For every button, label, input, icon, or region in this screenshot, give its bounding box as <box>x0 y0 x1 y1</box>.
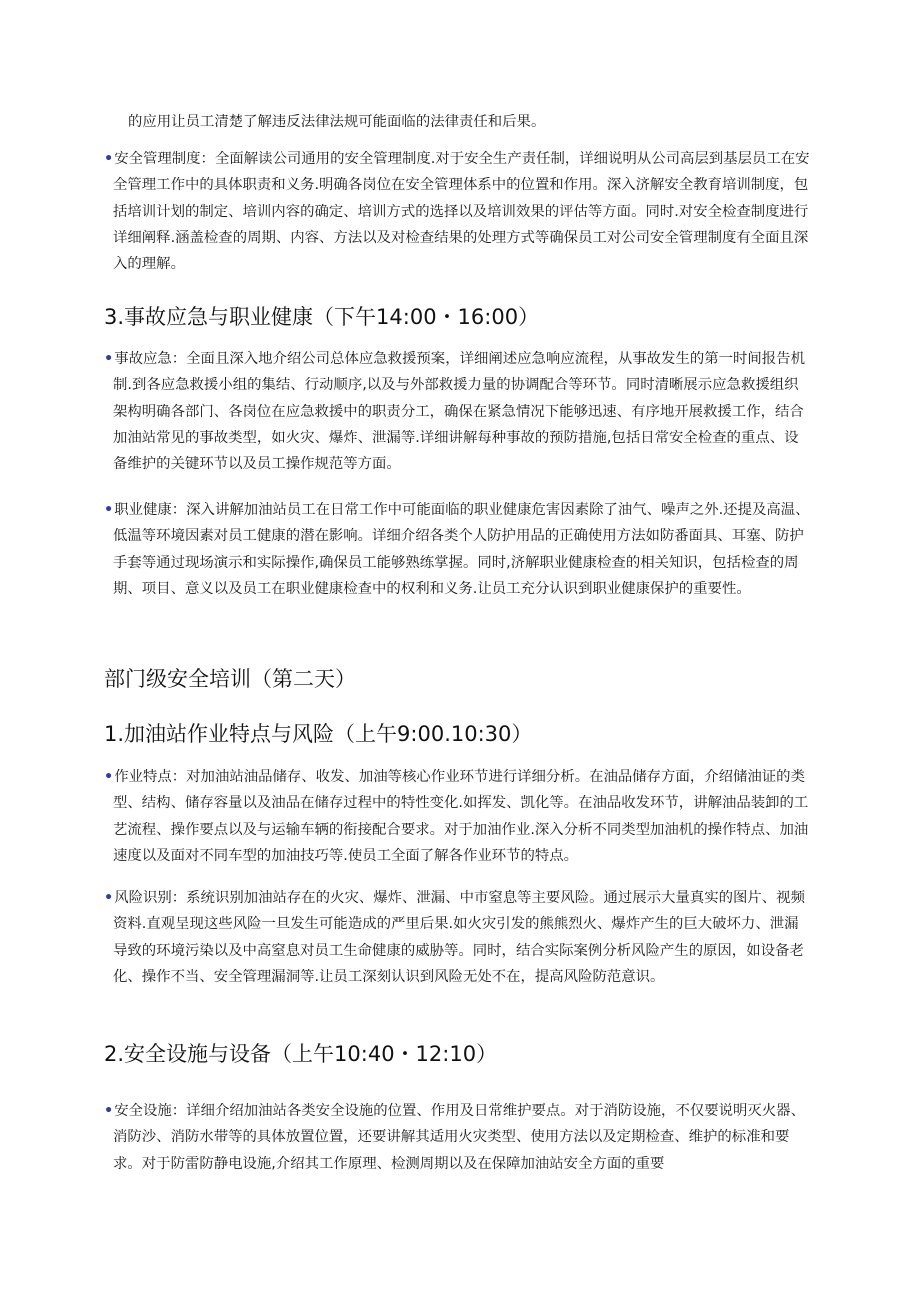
bullet-icon: • <box>104 890 114 906</box>
section-heading-3: 3.事故应急与职业健康（下午14:00・16:00） <box>104 305 540 329</box>
bullet-icon: • <box>104 151 114 167</box>
risk-identification-paragraph: •风险识别：系统识别加油站存在的火灾、爆炸、泄漏、中市窒息等主要风险。通过展示大量真实的图片、视频资料.直观呈现这些风险一旦发生可能造成的严里后果.如火灾引发的熊熊烈火、爆炸产生的巨大破坏力、泄漏导致的环境污染以及中高窒息对员工生命健康的威胁等。同时，结合实际案例分析风险产生的原因，如设备老化、操作不当、安全管理漏洞等.让员工深刻认识到风险无处不在，提高风险防范意识。 <box>104 890 805 985</box>
bullet-icon: • <box>104 351 114 367</box>
safety-management-paragraph: •安全管理制度：全面解读公司通用的安全管理制度.对于安全生产责任制，详细说明从公司高层到基层员工在安全管理工作中的具体职责和义务.明确各岗位在安全管理体系中的位置和作用。深入济解安全教育培训制度，包括培训计划的制定、培训内容的确定、培训方式的选择以及培训效果的评估等方面。同时.对安全检查制度进行详细阐释.涵盖检查的周期、内容、方法以及对检查结果的处理方式等确保员工对公司安全管理制度有全面且深入的理解。 <box>104 151 810 273</box>
emergency-paragraph: •事故应急：全面且深入地介绍公司总体应急救援预案，详细阐述应急响应流程，从事故发生的第一时间报告机制.到各应急救援小组的集结、行动顺序,以及与外部救援力量的协调配合等环节。同时清晰展示应急救援组织架构明确各部门、各岗位在应急救援中的职责分工，确保在紧急情况下能够迅速、有序地开展救援工作，结合加油站常见的事故类型，如火灾、爆炸、泄漏等.详细讲解每种事故的预防措施,包括日常安全检查的重点、设备维护的关键环节以及员工操作规范等方面。 <box>104 351 805 473</box>
section-heading-2: 2.安全设施与设备（上午10:40・12:10） <box>104 1042 498 1066</box>
operation-features-paragraph: •作业特点：对加油站油品储存、收发、加油等核心作业环节进行详细分析。在油品储存方面，介绍储油证的类型、结构、储存容量以及油品在储存过程中的特性变化.如挥发、凯化等。在油品收发环节，讲解油品装卸的工艺流程、操作要点以及与运输车辆的衔接配合要求。对于加油作业.深入分析不同类型加油机的操作特点、加油速度以及面对不同车型的加油技巧等.使员工全面了解各作业环节的特点。 <box>104 769 809 864</box>
safety-facilities-paragraph: •安全设施：详细介绍加油站各类安全设施的位置、作用及日常维护要点。对于消防设施，不仅要说明灭火器、消防沙、消防水带等的具体放置位置，还要讲解其适用火灾类型、使用方法以及定期检查、维护的标准和要求。对于防雷防静电设施,介绍其工作原理、检测周期以及在保障加油站安全方面的重要 <box>104 1103 805 1172</box>
bullet-icon: • <box>104 1103 114 1119</box>
occupational-health-paragraph: •职业健康：深入讲解加油站员工在日常工作中可能面临的职业健康危害因素除了油气、噪声之外.还提及高温、低温等环境因素对员工健康的潜在影响。详细介绍各类个人防护用品的正确使用方法如防番面具、耳塞、防护手套等通过现场演示和实际操作,确保员工能够熟练掌握。同时,济解职业健康检查的相关知识，包括检查的周期、项目、意义以及员工在职业健康检查中的权利和义务.让员工充分认识到职业健康保护的重要性。 <box>104 502 810 597</box>
intro-tail-paragraph: 的应用让员工清楚了解违反法律法规可能面临的法律责任和后果。 <box>128 114 546 130</box>
section-heading-1: 1.加油站作业特点与风险（上午9:00.10:30） <box>104 722 533 746</box>
department-training-heading: 部门级安全培训（第二天） <box>104 667 356 691</box>
bullet-icon: • <box>104 502 114 518</box>
bullet-icon: • <box>104 769 114 785</box>
